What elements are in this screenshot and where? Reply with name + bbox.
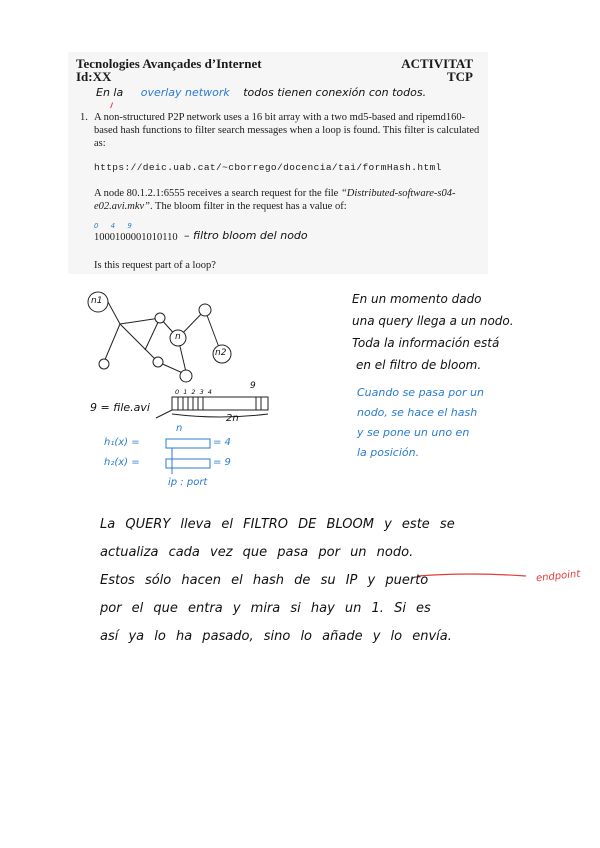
ip-port-label: ip : port [168,477,208,488]
array-size-label: 2n [226,413,239,424]
right-note-line: En un momento dado [352,292,482,306]
bottom-note-line: por el que entra y mira si hay un 1. Si es [100,601,431,616]
graph-node [155,313,165,323]
graph-edge [108,302,120,324]
right-note-line: Toda la información está [352,336,500,350]
array-top-index: 9 [250,381,256,391]
bottom-notes [100,511,455,651]
right-note-line: en el filtro de bloom. [356,358,482,372]
bloom-array-box [172,397,268,410]
hash2-label: h₂(x) = [104,457,140,468]
bloom-array-brace [172,414,268,417]
bloom-filter-value: 1000100001010110 [94,232,178,243]
activity-code: TCP [447,69,473,84]
course-title: Tecnologies Avançades d’Internet [76,56,262,71]
bottom-note-line: así ya lo ha pasado, sino lo añade y lo envía. [100,629,452,644]
hash2-result: = 9 [213,457,231,468]
node-label-n: n [175,332,181,342]
graph-node [153,357,163,367]
endpoint-note: endpoint [535,568,581,585]
question-line-1: A non-structured P2P network uses a 16 bit array with a two md5-based and ripemd160- [94,112,466,123]
bottom-note-ip-port: IP y puerto [345,573,429,588]
graph-edge [120,318,160,324]
blue-note-line: y se pone un uno en [357,426,470,439]
final-question: Is this request part of a loop? [94,260,216,271]
file-arrow [156,410,172,418]
right-notes [352,288,514,376]
overlay-suffix: todos tienen conexión con todos. [243,86,427,99]
hash1-result: = 4 [213,437,231,448]
hash-form-url: https://deic.uab.cat/~cborrego/docencia/tai/formHash.html [94,162,442,173]
node-label-n2: n2 [215,348,227,358]
graph-edge [120,324,158,362]
bit-position-marks: 0 4 9 [94,222,132,230]
hash-n-label: n [176,423,183,434]
bloom-filter-note: – filtro bloom del nodo [184,229,308,242]
bottom-note-line: La QUERY lleva el FILTRO DE BLOOM y este se [100,517,455,532]
question-line-2: based hash functions to filter search messages when a loop is found. This filter is calculated [94,125,480,136]
bottom-note-text: Estos sólo hacen el hash de su [100,573,336,588]
graph-node [99,359,109,369]
request-text-a: A node 80.1.2.1:6555 receives a search request for the file [94,188,341,199]
right-blue-notes [357,383,484,463]
request-file-b: e02.avi.mkv” [94,201,150,212]
overlay-term: overlay network [140,86,230,99]
student-id: Id:XX [76,69,112,84]
array-indices: 0 1 2 3 4 [175,388,213,396]
request-text-b: . The bloom filter in the request has a value of: [149,201,347,212]
graph-node [180,370,192,382]
hash2-box [166,459,210,468]
bottom-note-line: actualiza cada vez que pasa por un nodo. [100,545,414,560]
blue-note-line: nodo, se hace el hash [357,406,478,419]
blue-note-line: Cuando se pasa por un [357,386,484,399]
question-number: 1. [80,112,88,123]
hash1-label: h₁(x) = [104,437,140,448]
blue-note-line: la posición. [357,446,420,459]
graph-node [199,304,211,316]
question-line-3: as: [94,138,106,149]
activity-label: ACTIVITAT [401,56,473,71]
file-label: 9 = file.avi [90,401,150,414]
graph-edge [104,324,120,362]
request-file-a: “Distributed-software-s04- [340,188,456,199]
overlay-prefix: En la [96,86,124,99]
right-note-line: una query llega a un nodo. [352,314,514,328]
bottom-note-line [100,567,455,595]
hash1-box [166,439,210,448]
node-label-n1: n1 [91,296,103,306]
